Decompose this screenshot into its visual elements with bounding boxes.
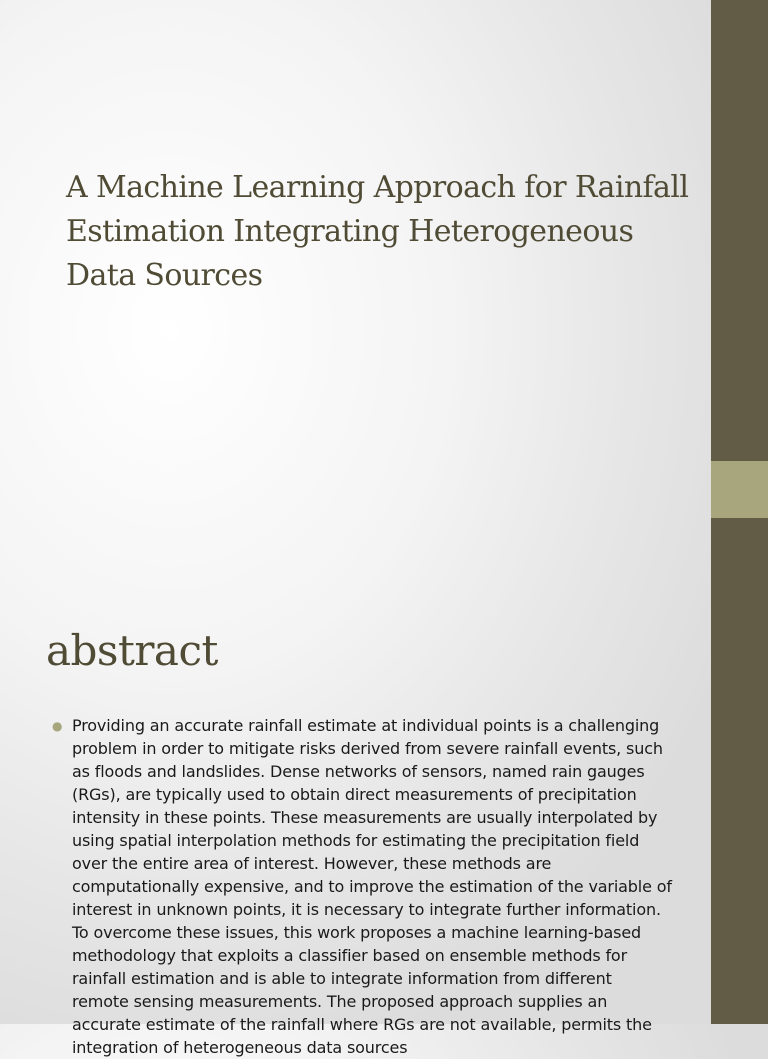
bullet-text: Providing an accurate rainfall estimate at individual points is a challenging problem in order to mitigate risks derived from severe rainfall events, such as floods and landslides. Dense networks of sensors, named rain gauges (RGs), are typically used to obtain direct measurements of precipitation intensity in these points. These measurements are usually interpolated by using spatial interpolation methods for estimating the precipitation field over the entire area of interest. However, these methods are computationally expensive, and to improve the estimation of the variable of interest in unknown points, it is necessary to integrate further information. To overcome these issues, this work proposes a machine learning-based methodology that exploits a classifier based on ensemble methods for rainfall estimation and is able to integrate information from different remote sensing measurements. The proposed approach supplies an accurate estimate of the rainfall where RGs are not available, permits the integration of heterogeneous data sources xyxy=(72,716,672,1057)
side-accent-block xyxy=(711,461,768,518)
section-heading: abstract xyxy=(46,626,218,675)
bullet-list xyxy=(52,714,672,1059)
bullet-item xyxy=(52,714,672,1059)
slide-title: A Machine Learning Approach for Rainfall Estimation Integrating Heterogeneous Data Sources xyxy=(66,170,689,293)
bullet-dot-icon: ● xyxy=(52,719,63,733)
